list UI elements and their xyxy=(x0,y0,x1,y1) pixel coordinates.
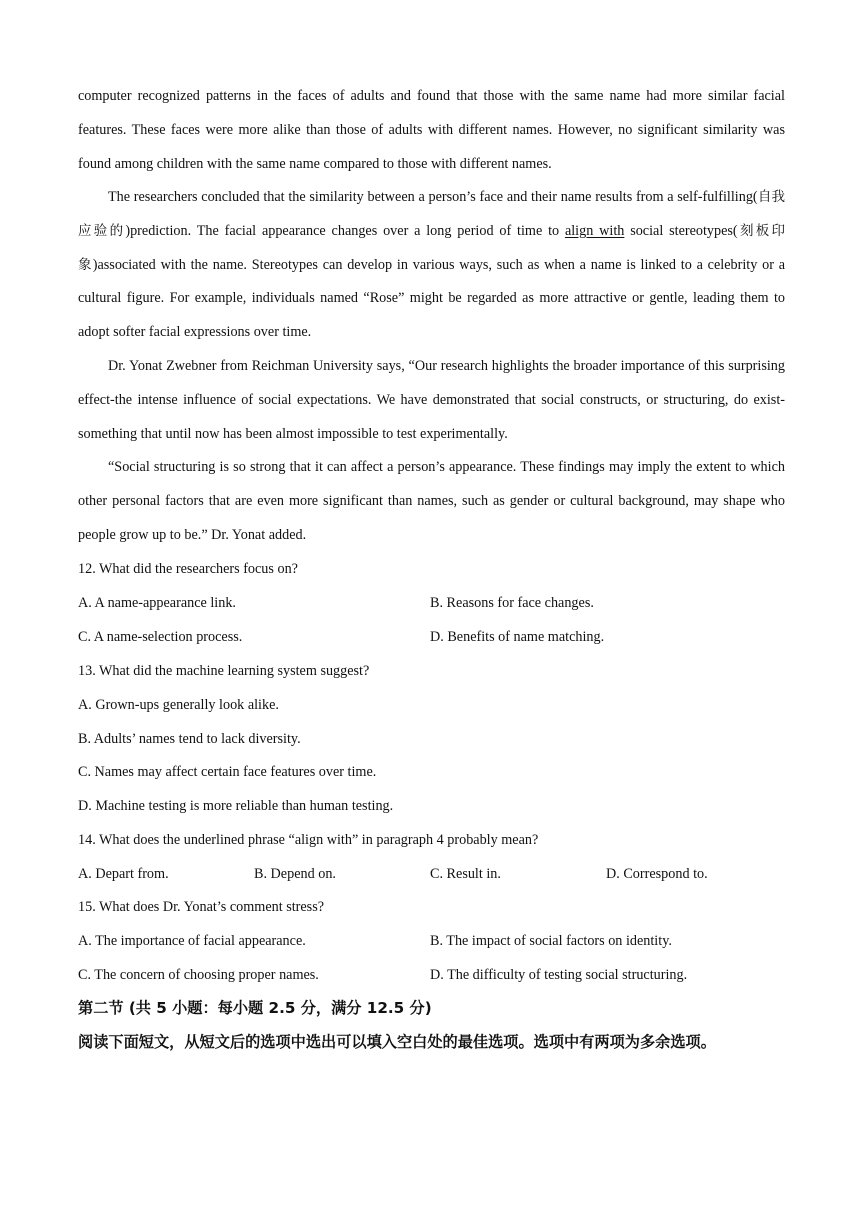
section-title: 第二节 (共 5 小题：每小题 2.5 分，满分 12.5 分) xyxy=(78,999,432,1017)
underlined-phrase: align with xyxy=(564,222,625,239)
question-14-stem: 14. What does the underlined phrase “align with” in paragraph 4 probably mean? xyxy=(78,832,539,848)
paragraph-1: computer recognized patterns in the faces of adults and found that those with the same name had more similar facial features. These faces were more alike than those of adults with different names. However, no significant similarity was found among children with the same name compared to those with different names. xyxy=(78,88,785,172)
question-12-option-b[interactable]: B. Reasons for face changes. xyxy=(430,595,594,611)
question-13-option-b[interactable]: B. Adults’ names tend to lack diversity. xyxy=(78,731,301,747)
question-15-stem: 15. What does Dr. Yonat’s comment stress? xyxy=(78,899,325,915)
question-12-option-c[interactable]: C. A name-selection process. xyxy=(78,629,243,645)
question-12-option-d[interactable]: D. Benefits of name matching. xyxy=(430,629,605,645)
paragraph-2-text-c: social stereotypes( xyxy=(624,222,738,239)
question-13-option-d[interactable]: D. Machine testing is more reliable than human testing. xyxy=(78,798,394,814)
paragraph-2 xyxy=(78,181,785,350)
paragraph-3: Dr. Yonat Zwebner from Reichman University says, “Our research highlights the broader importance of this surprising effect-the intense influence of social expectations. We have demonstrated that social constructs, or structuring, do exist-something that until now has been almost impossible to test experimentally. xyxy=(78,358,785,442)
chinese-gloss-self-fulfilling: 自我应验的 xyxy=(78,189,786,239)
question-13-option-a[interactable]: A. Grown-ups generally look alike. xyxy=(78,697,279,713)
question-13-stem: 13. What did the machine learning system suggest? xyxy=(78,663,370,679)
paragraph-2-text-b: )prediction. The facial appearance changes over a long period of time to xyxy=(125,222,565,239)
paragraph-4: “Social structuring is so strong that it can affect a person’s appearance. These findings may imply the extent to which other personal factors that are even more significant than names, such as gender or cultural background, may shape who people grow up to be.” Dr. Yonat added. xyxy=(78,459,785,543)
paragraph-2-text-d: )associated with the name. Stereotypes can develop in various ways, such as when a name is linked to a celebrity or a cultural figure. For example, individuals named “Rose” might be regarded as more attractive or gentle, leading them to adopt softer facial expressions over time. xyxy=(78,256,786,341)
question-15-option-c[interactable]: C. The concern of choosing proper names. xyxy=(78,967,319,983)
question-15-option-b[interactable]: B. The impact of social factors on identity. xyxy=(430,933,672,949)
question-15-option-a[interactable]: A. The importance of facial appearance. xyxy=(78,933,306,949)
section-instruction: 阅读下面短文，从短文后的选项中选出可以填入空白处的最佳选项。选项中有两项为多余选项。 xyxy=(78,1033,716,1051)
chinese-gloss-stereotypes: 刻板印象 xyxy=(78,222,786,273)
question-13-option-c[interactable]: C. Names may affect certain face features over time. xyxy=(78,764,377,780)
question-14-option-a[interactable]: A. Depart from. xyxy=(78,866,169,882)
question-14-option-c[interactable]: C. Result in. xyxy=(430,866,501,882)
question-14-option-b[interactable]: B. Depend on. xyxy=(254,866,336,882)
question-12-stem: 12. What did the researchers focus on? xyxy=(78,561,298,577)
question-15-option-d[interactable]: D. The difficulty of testing social structuring. xyxy=(430,967,688,983)
question-12-option-a[interactable]: A. A name-appearance link. xyxy=(78,595,236,611)
question-14-option-d[interactable]: D. Correspond to. xyxy=(606,866,708,882)
paragraph-2-text-a: The researchers concluded that the similarity between a person’s face and their name results from a self-fulfilling( xyxy=(108,189,758,205)
